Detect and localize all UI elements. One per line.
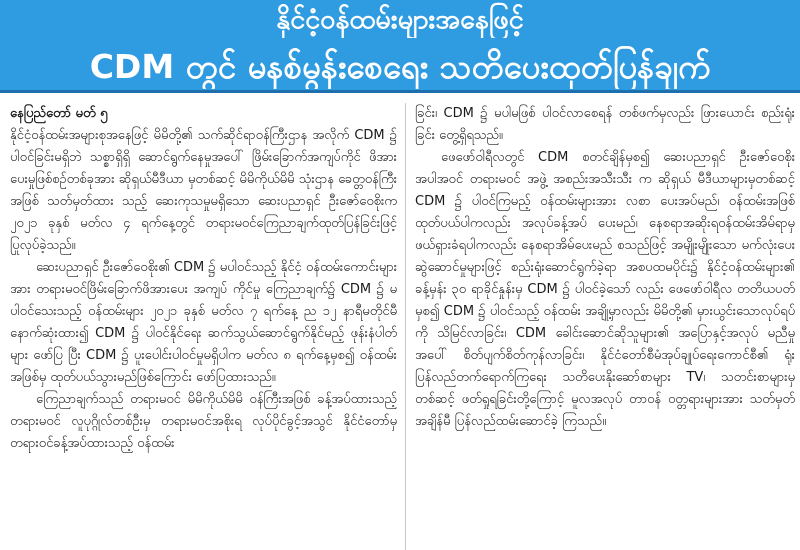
article-column-right <box>415 103 795 433</box>
headline-banner <box>0 0 800 93</box>
article-paragraph: နိုင်ငံ့ဝန်ထမ်းအများစုအနေဖြင့် မိမိတို့၏ သက်ဆိုင်ရာဝန်ကြီးဌာန အလိုက် CDM ၌ ပါဝင်ခြင်းမရှိဘဲ သစ္စာရှိရှိ ဆောင်ရွက်နေမှုအပေါ် ဖြိမ်းခြောက်အကျပ်ကိုင် ဖိအားပေးမှုဖြစ်စဉ်တစ်ခုအား ဆိုရှယ်မီဒီယာ မှတစ်ဆင့် မိမိကိုယ်မိမိ သုံးဌာန ခေတ္တဝန်ကြီးအဖြစ် သတ်မှတ်ထား သည့် ဆေးကုသမှုမရှိသော ဆေးပညာရှင် ဦးဇော်ဝေစိုးက ၂၀၂၁ ခုနှစ် မတ်လ ၄ ရက်နေ့တွင် တရားမဝင်ကြေညာချက်ထုတ်ပြန်ခြင်းဖြင့် ပြုလုပ်ခဲ့သည်။ <box>10 128 397 253</box>
article-paragraph: ဆေးပညာရှင် ဦးဇော်ဝေစိုး၏ CDM ၌ မပါဝင်သည့် နိုင်ငံ့ ဝန်ထမ်းကောင်းများအား တရားမဝင်ဖြိမ်းခြောက်ဖိအားပေး အကျပ် ကိုင်မှု ကြေညာချက်၌ CDM ၌ မပါဝင်သေးသည့် ဝန်ထမ်းများ ၂၀၂၁ ခုနှစ် မတ်လ ၇ ရက်နေ့ ည ၁၂ နာရီမတိုင်မီ နောက်ဆုံးထား၍ CDM ၌ ပါဝင်နိုင်ရေး ဆက်သွယ်ဆောင်ရွက်နိုင်မည့် ဖုန်းနံပါတ်များ ဖော်ပြ ပြီး CDM ၌ ပူးပေါင်းပါဝင်မှုမရှိပါက မတ်လ ၈ ရက်နေ့မှစ၍ ဝန်ထမ်း အဖြစ်မှ ထုတ်ပယ်သွားမည်ဖြစ်ကြောင်း ဖော်ပြထားသည်။ <box>10 260 397 385</box>
article-column-left <box>10 103 397 455</box>
article-paragraph: ကြေညာချက်သည် တရားမဝင် မိမိကိုယ်မိမိ ဝန်ကြီးအဖြစ် ခန့်အပ်ထားသည့် တရားမဝင် လူပုဂ္ဂိုလ်တစ်ဦးမှ တရားမဝင်အစိုးရ လုပ်ပိုင်ခွင့်အသွင် နိုင်ငံတော်မှ တရားဝင်ခန့်အပ်ထားသည့် ဝန်ထမ်း <box>10 392 397 451</box>
dateline: နေပြည်တော် မတ် ၅ <box>10 106 108 121</box>
article-paragraph: ခြင်း၊ CDM ၌ မပါမဖြစ် ပါဝင်လာစေရန် တစ်ဖက်မှလည်း ဖြားယောင်း စည်းရုံးခြင်း တွေ့ရှိရသည်။ <box>415 106 795 143</box>
article-paragraph: ဖေဖော်ဝါရီလတွင် CDM စတင်ချိန်မှစ၍ ဆေးပညာရှင် ဦးဇော်ဝေစိုး အပါအဝင် တရားမဝင် အဖွဲ့ အစည်းအသီးသီး က ဆိုရှယ် မီဒီယာများမှတစ်ဆင့် CDM ၌ ပါဝင်ကြမည့် ဝန်ထမ်းများအား လစာ ပေးအပ်မည်၊ ဝန်ထမ်းအဖြစ် ထုတ်ပယ်ပါကလည်း အလုပ်ခန့်အပ် ပေးမည်၊ နေစရာအဆိုးရဝန်ထမ်းအိမ်ရာမှ ဖယ်ရှားခံရပါကလည်း နေစရာအိမ်ပေးမည် စသည်ဖြင့် အမျိုးမျိုးသော မက်လုံးပေး ဆွဲဆောင်မှုများဖြင့် စည်းရုံးဆောင်ရွက်ခဲ့ရာ အစပထမပိုင်း၌ နိုင်ငံ့ဝန်ထမ်းများ၏ ခန့်မှန်း ၃၀ ရာခိုင်နှုန်းမှ CDM ၌ ပါဝင်ခဲ့သော် လည်း ဖေဖော်ဝါရီလ တတိယပတ်မှစ၍ CDM ၌ ပါဝင်သည့် ဝန်ထမ်း အချို့မှာလည်း မိမိတို့၏ မှားယွင်းသောလုပ်ရပ်ကို သိမြင်လာခြင်း၊ CDM ခေါင်းဆောင်ဆိုသူများ၏ အပြောနှင့်အလုပ် မညီမှုအပေါ် စိတ်ပျက်စိတ်ကုန်လာခြင်း၊ နိုင်ငံတော်စီမံအုပ်ချုပ်ရေးကောင်စီ၏ ရုံးပြန်လည်တက်ရောက်ကြရေး သတိပေးနိုးဆော်စာများ TV၊ သတင်းစာများမှတစ်ဆင့် ဖတ်ရှုရခြင်းတို့ကြောင့် မူလအလုပ် တာဝန် ဝတ္တရားများအား သတ်မှတ်အချိန်မီ ပြန်လည်ထမ်းဆောင်ခဲ့ ကြသည်။ <box>415 150 795 429</box>
headline-line-1: နိုင်ငံ့ဝန်ထမ်းများအနေဖြင့် <box>276 4 524 35</box>
column-divider <box>405 103 406 550</box>
headline-line-2: CDM တွင် မနစ်မွန်းစေရေး သတိပေးထုတ်ပြန်ချက် <box>89 47 711 86</box>
